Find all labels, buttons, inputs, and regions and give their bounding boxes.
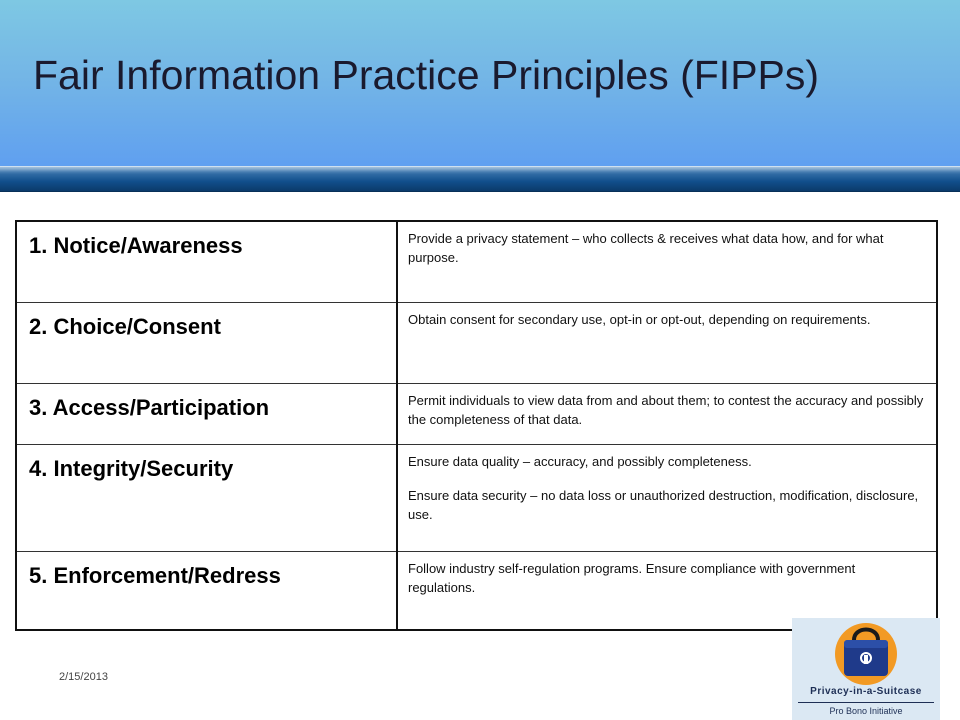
table-row xyxy=(16,221,937,302)
suitcase-icon xyxy=(792,618,940,688)
logo-subtitle: Pro Bono Initiative xyxy=(829,706,903,716)
principle-description: Ensure data security – no data loss or unauthorized destruction, modification, disclosure, use. xyxy=(408,487,919,522)
header-accent-shine xyxy=(0,166,960,172)
principle-description-cell xyxy=(397,383,937,444)
principle-name-cell xyxy=(16,302,397,383)
fipps-table xyxy=(15,220,938,631)
principle-name: 5. Enforcement/Redress xyxy=(29,562,281,588)
lock-keyhole xyxy=(864,655,868,664)
principle-description: Obtain consent for secondary use, opt-in or opt-out, depending on requirements. xyxy=(408,311,871,327)
principle-description: Permit individuals to view data from and about them; to contest the accuracy and possibly the completeness of that data. xyxy=(408,392,924,427)
principle-description: Provide a privacy statement – who collects & receives what data how, and for what purpose. xyxy=(408,231,884,265)
logo-divider xyxy=(798,702,934,703)
suitcase-lid xyxy=(844,640,888,648)
logo-title: Privacy-in-a-Suitcase xyxy=(810,686,922,697)
principle-description-cell xyxy=(397,221,937,302)
table-row xyxy=(16,302,937,383)
slide-title: Fair Information Practice Principles (FIPPs) xyxy=(33,52,820,98)
principle-name: 4. Integrity/Security xyxy=(29,455,234,481)
principle-description-cell xyxy=(397,302,937,383)
principle-name: 1. Notice/Awareness xyxy=(29,233,243,258)
principle-name: 3. Access/Participation xyxy=(29,394,270,420)
principle-description: Ensure data quality – accuracy, and possibly completeness. xyxy=(408,453,752,469)
privacy-in-a-suitcase-logo xyxy=(792,618,940,720)
principle-name-cell xyxy=(16,221,397,302)
principle-name-cell xyxy=(16,444,397,551)
principle-name-cell xyxy=(16,551,397,630)
principle-name-cell xyxy=(16,383,397,444)
table-row xyxy=(16,444,937,551)
principle-description: Follow industry self-regulation programs. Ensure compliance with government regulations. xyxy=(408,560,856,595)
table-row xyxy=(16,383,937,444)
description-spacer xyxy=(408,471,926,486)
slide-date: 2/15/2013 xyxy=(59,671,108,683)
principle-name: 2. Choice/Consent xyxy=(29,313,221,339)
principle-description-cell xyxy=(397,444,937,551)
